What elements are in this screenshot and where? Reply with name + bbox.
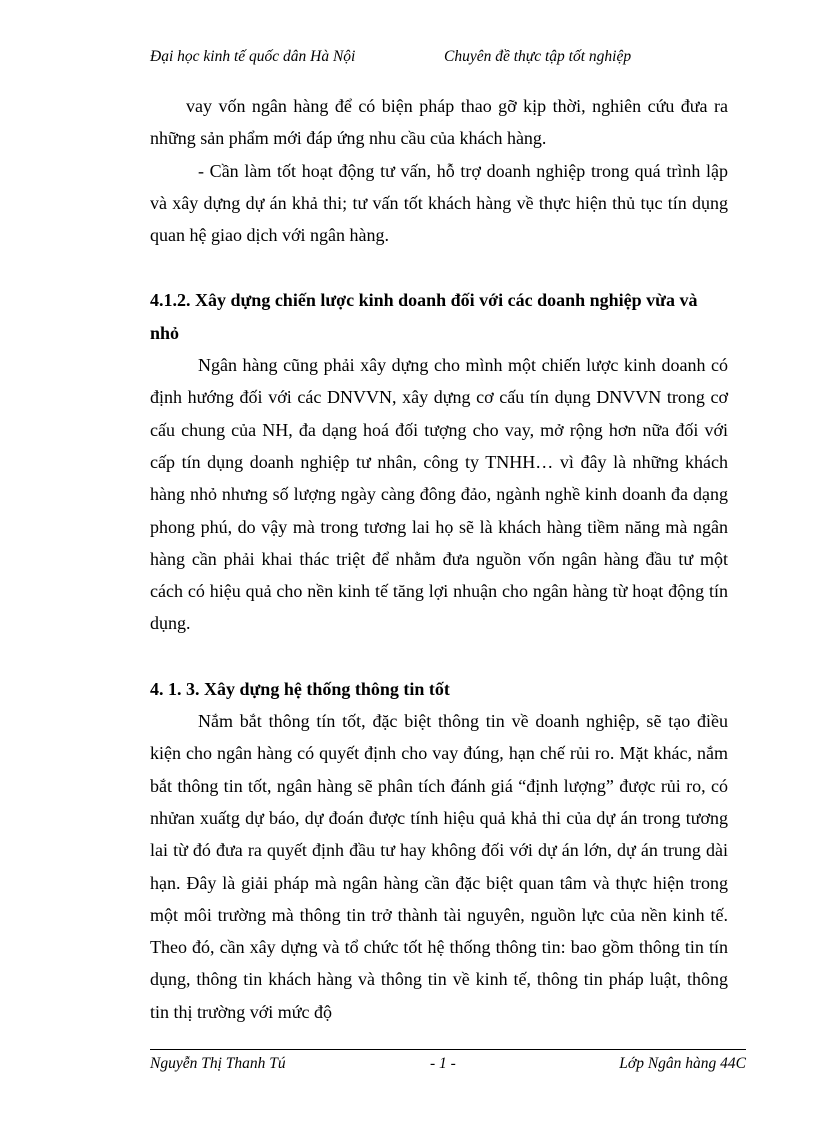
footer-page-number: - 1 - — [430, 1055, 456, 1072]
spacer — [150, 251, 728, 284]
header-report-title: Chuyên đề thực tập tốt nghiệp — [444, 48, 632, 65]
paragraph-strategy: Ngân hàng cũng phải xây dựng cho mình một chiến lược kinh doanh có định hướng đối với các DNVVN, xây dựng cơ cấu tín dụng DNVVN trong cơ cấu chung của NH, đa dạng hoá đối tượng cho vay, mở rộng hơn nữa đối với cấp tín dụng doanh nghiệp tư nhân, công ty TNHH… vì đây là những khách hàng nhỏ nhưng số lượng ngày càng đông đảo, ngành nghề kinh doanh đa dạng phong phú, do vậy mà trong tương lai họ sẽ là khách hàng tiềm năng mà ngân hàng cần phải khai thác triệt để nhằm đưa nguồn vốn ngân hàng đầu tư một cách có hiệu quả cho nền kinh tế tăng lợi nhuận cho ngân hàng từ hoạt động tín dụng. — [150, 355, 728, 634]
footer-class: Lớp Ngân hàng 44C — [619, 1055, 746, 1072]
page-header — [150, 48, 750, 72]
section-heading-4-1-2: 4.1.2. Xây dựng chiến lược kinh doanh đối với các doanh nghiệp vừa và nhỏ — [150, 290, 698, 343]
header-university: Đại học kinh tế quốc dân Hà Nội — [150, 48, 356, 65]
section-heading-4-1-3: 4. 1. 3. Xây dựng hệ thống thông tin tốt — [150, 678, 450, 699]
paragraph-information-system: Nắm bắt thông tín tốt, đặc biệt thông tin về doanh nghiệp, sẽ tạo điều kiện cho ngân hàng có quyết định cho vay đúng, hạn chế rủi ro. Mặt khác, nắm bắt thông tin tốt, ngân hàng sẽ phân tích đánh giá “định lượng” được rủi ro, có nhửan xuấtg dự báo, dự đoán được tính hiệu quả khả thi của dự án trong tương lai từ đó đưa ra quyết định đầu tư hay không đối với dự án lớn, dự án trung dài hạn. Đây là giải pháp mà ngân hàng cần đặc biệt quan tâm và thực hiện trong một môi trường mà thông tin trở thành tài nguyên, nguồn lực của nền kinh tế. Theo đó, cần xây dựng và tổ chức tốt hệ thống thông tin: bao gồm thông tin tín dụng, thông tin khách hàng và thông tin về kinh tế, thông tin pháp luật, thông tin thị trường với mức độ — [150, 711, 728, 1022]
paragraph-advisory: - Cần làm tốt hoạt động tư vấn, hỗ trợ doanh nghiệp trong quá trình lập và xây dựng dự án khả thi; tư vấn tốt khách hàng về thực hiện thủ tục tín dụng quan hệ giao dịch với ngân hàng. — [150, 160, 728, 246]
paragraph-continuation: vay vốn ngân hàng để có biện pháp thao gỡ kịp thời, nghiên cứu đưa ra những sản phẩm mới đáp ứng nhu cầu của khách hàng. — [150, 96, 728, 149]
footer-author: Nguyễn Thị Thanh Tú — [150, 1055, 286, 1072]
spacer — [150, 640, 728, 673]
document-body — [150, 90, 728, 1028]
page-footer — [150, 1055, 746, 1079]
footer-divider — [150, 1049, 746, 1050]
